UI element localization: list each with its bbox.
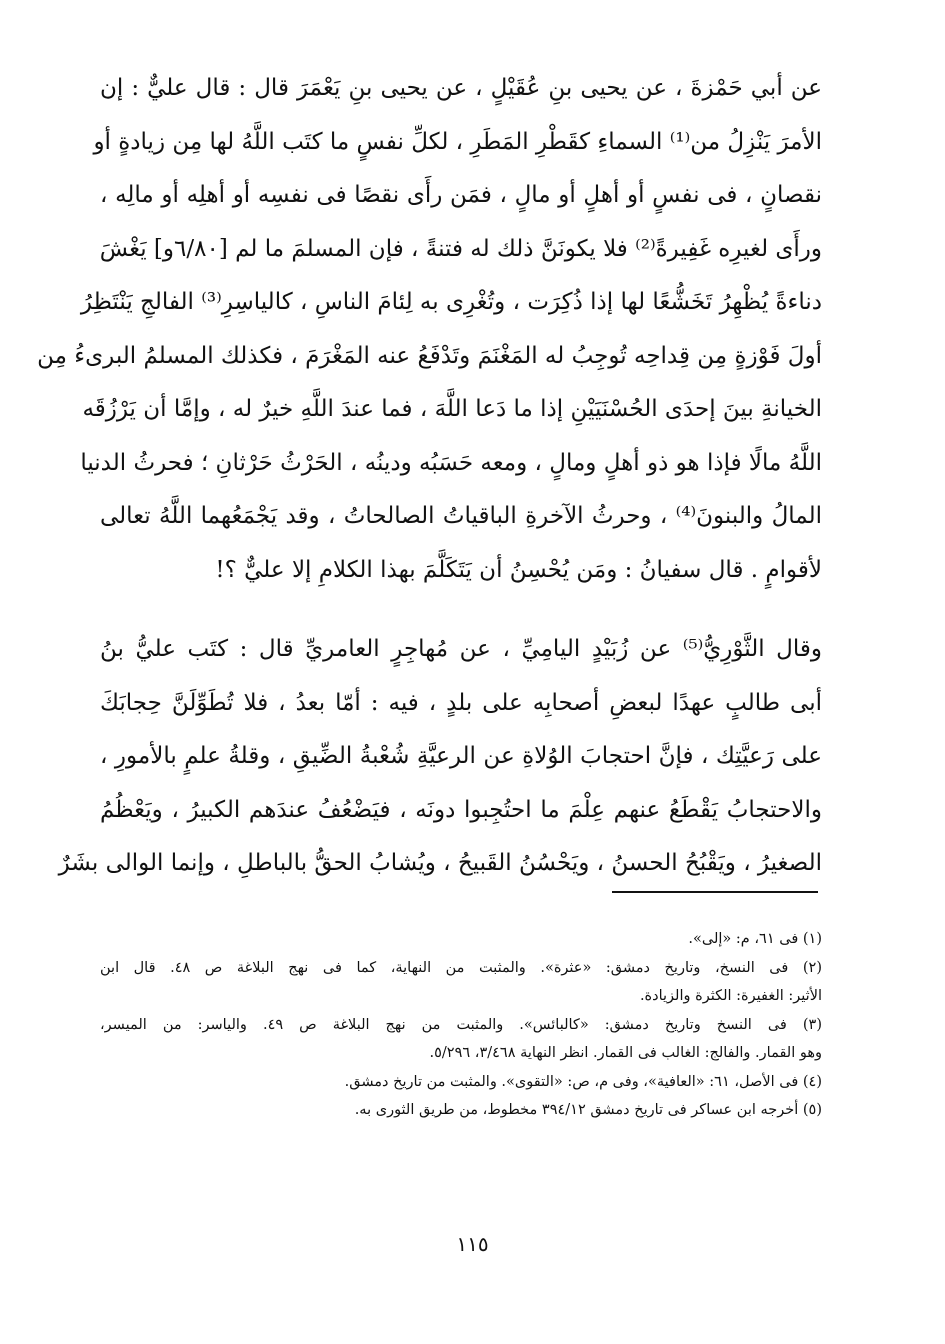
paragraph-1: [37, 62, 822, 597]
text-line: الصغيرُ ، ويَقْبُحُ الحسنُ ، ويَحْسُنُ القَبيحُ ، ويُشابُ الحقُّ بالباطلِ ، وإنما الوالى بشَرٌ: [58, 850, 822, 876]
page-number: ١١٥: [456, 1232, 489, 1256]
text-line: دناءةً يُظْهِرُ تَخَشُّعًا لها إذا ذُكِرَت ، وتُغْرِى به لِئامَ الناسِ ، كالياسِرِ⁽³⁾ الفالجِ يَنْتَظِرُ: [80, 289, 822, 315]
text-line: عن أبي حَمْزةَ ، عن يحيى بنِ عُقَيْلٍ ، عن يحيى بنِ يَعْمَرَ قال : قال عليٌّ : إن: [100, 75, 822, 101]
footnote: (٢) فى النسخ، وتاريخ دمشق: «عثرة». والمثبت من النهاية، كما فى نهج البلاغة ص ٤٨. قال ابن: [100, 959, 822, 976]
text-line: أولَ فَوْزةٍ مِن قِداحِه تُوجِبُ له المَغْنَمَ وتَدْفَعُ عنه المَغْرَمَ ، فكذلك المسلمُ البرىءُ مِن: [37, 342, 822, 369]
text-line: ورأَى لغيرِه غَفِيرةً⁽²⁾ فلا يكونَنَّ ذلك له فتنةً ، فإن المسلمَ ما لم [٦/٨٠و] يَغْشَ: [99, 235, 822, 262]
footnote: (٥) أخرجه ابن عساكر فى تاريخ دمشق ٣٩٤/١٢ مخطوط، من طريق الثورى به.: [354, 1102, 822, 1118]
text-line: نقصانٍ ، فى نفسٍ أو أهلٍ أو مالٍ ، فمَن رأَى نقصًا فى نفسِه أو أهلِه أو مالِه ،: [100, 182, 822, 208]
footnote: (١) فى ٦١، م: «إلى».: [688, 931, 822, 947]
text-line: لأقوامٍ . قال سفيانُ : ومَن يُحْسِنُ أن يَتَكَلَّمَ بهذا الكلامِ إلا عليٌّ ؟!: [215, 556, 822, 583]
text-line: الخيانةِ بينَ إحدَى الحُسْنَيَيْنِ إذا ما دَعا اللَّهَ ، فما عندَ اللَّهِ خيرٌ له ، وإمَّا أن يَرْزُقَه: [82, 396, 822, 422]
footnote-continuation: الأثير: الغفيرة: الكثرة والزيادة.: [639, 988, 822, 1004]
footnotes: [100, 925, 822, 1125]
footnote-separator: [612, 891, 818, 893]
text-line: المالُ والبنونَ⁽⁴⁾ ، وحرثُ الآخرةِ الباقياتُ الصالحاتُ ، وقد يَجْمَعُهما اللَّهُ تعالى: [100, 503, 822, 529]
footnote-continuation: وهو القمار. والفالج: الغالب فى القمار. انظر النهاية ٣/٤٦٨، ٥/٢٩٦.: [429, 1045, 822, 1061]
text-line: على رَعيَّتِك ، فإنَّ احتجابَ الوُلاةِ عن الرعيَّةِ شُعْبةُ الضِّيقِ ، وقلةُ علمٍ بالأمورِ ،: [100, 743, 822, 769]
text-line: الأمرَ يَنْزِلُ من⁽¹⁾ السماءِ كقَطْرِ المَطَرِ ، لكلِّ نفسٍ ما كتَب اللَّهُ لها مِن زيادةٍ أو: [93, 128, 822, 155]
paragraph-2: [58, 623, 822, 891]
main-text: [37, 62, 822, 891]
text-line: اللَّهُ مالًا فإذا هو ذو أهلٍ ومالٍ ، ومعه حَسَبُه ودينُه ، الحَرْثُ حَرْثانِ ؛ فحرثُ الدنيا: [80, 449, 822, 476]
text-line: وقال الثَّوْرِيُّ⁽⁵⁾ عن زُبَيْدٍ اليامِيِّ ، عن مُهاجِرٍ العامريِّ قال : كتَب عليُّ بنُ: [100, 636, 822, 662]
footnote: (٤) فى الأصل، ٦١: «العافية»، وفى م، ص: «التقوى». والمثبت من تاريخ دمشق.: [344, 1073, 822, 1090]
footnote: (٣) فى النسخ وتاريخ دمشق: «كالبائس». والمثبت من نهج البلاغة ص ٤٩. والياسر: من الميسر،: [100, 1016, 822, 1033]
text-line: أبى طالبٍ عهدًا لبعضِ أصحابِه على بلدٍ ، فيه : أمّا بعدُ ، فلا تُطَوِّلَنَّ حِجابَكَ: [100, 689, 822, 716]
text-line: والاحتجابُ يَقْطَعُ عنهم عِلْمَ ما احتُجِبوا دونَه ، فيَضْعُفُ عندَهم الكبيرُ ، ويَعْظُمُ: [100, 796, 822, 823]
